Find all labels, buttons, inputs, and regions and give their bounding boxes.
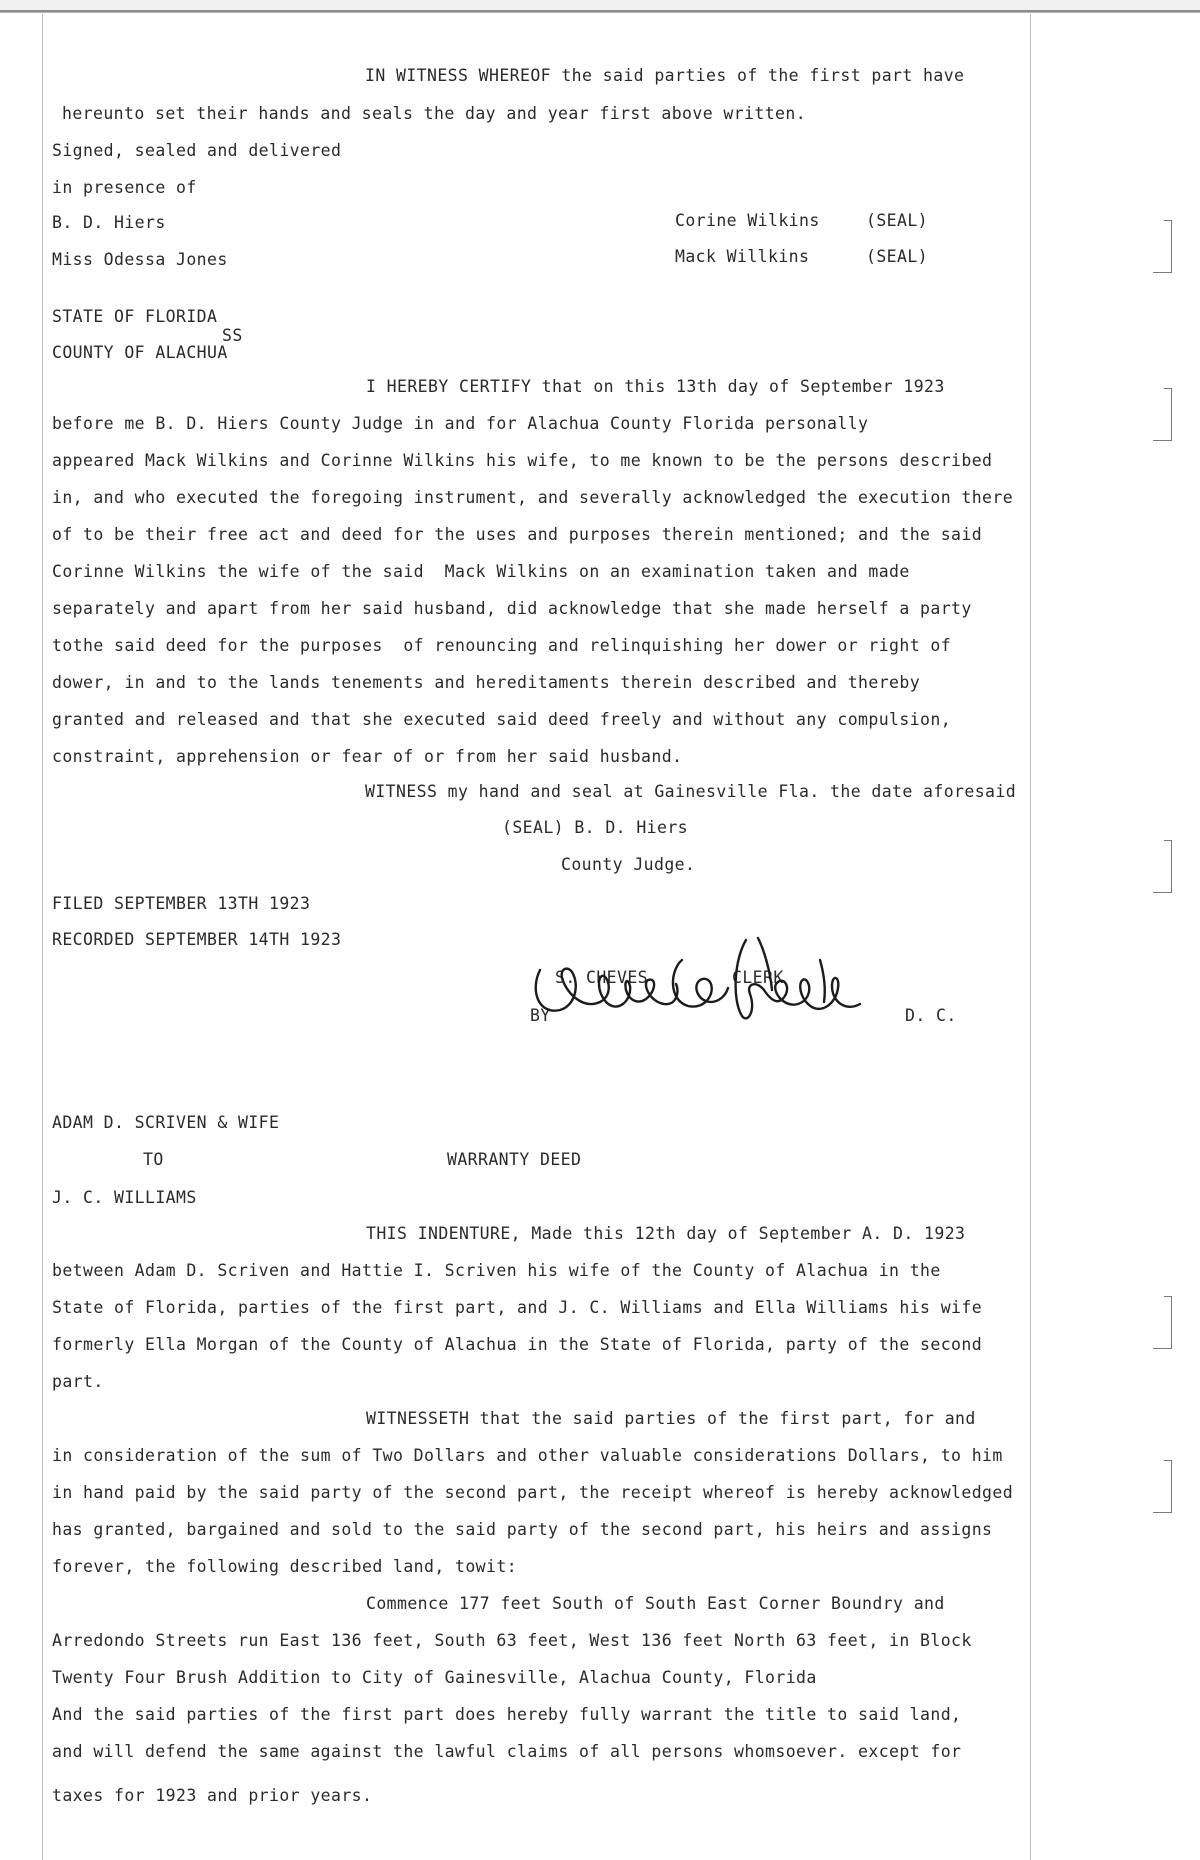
text-line: Commence 177 feet South of South East Corner Boundry and	[366, 1594, 945, 1613]
clerk-title: CLERK	[732, 968, 784, 987]
text-line: in, and who executed the foregoing instrument, and severally acknowledged the execution there	[52, 488, 1014, 507]
clerk-name: S. CHEVES	[555, 968, 649, 987]
binder-ring-mark	[1153, 220, 1172, 273]
text-line: State of Florida, parties of the first part, and J. C. Williams and Ella Williams his wife	[52, 1298, 983, 1317]
recorded-date: RECORDED SEPTEMBER 14TH 1923	[52, 930, 342, 949]
text-line: tothe said deed for the purposes of renouncing and relinquishing her dower or right of	[52, 636, 952, 655]
text-line: in consideration of the sum of Two Dollars and other valuable considerations Dollars, to him	[52, 1446, 1003, 1465]
by-label: BY	[530, 1006, 551, 1025]
witness-name: B. D. Hiers	[52, 213, 166, 232]
text-line: has granted, bargained and sold to the said party of the second part, his heirs and assigns	[52, 1520, 993, 1539]
binder-ring-mark	[1153, 388, 1172, 441]
text-line: And the said parties of the first part does hereby fully warrant the title to said land,	[52, 1705, 962, 1724]
text-line: Corinne Wilkins the wife of the said Mack Wilkins on an examination taken and made	[52, 562, 910, 581]
text-line: WITNESS my hand and seal at Gainesville Fla. the date aforesaid	[365, 782, 1017, 801]
text-line: and will defend the same against the lawful claims of all persons whomsoever. except for	[52, 1742, 962, 1761]
judge-signature-line: (SEAL) B. D. Hiers	[502, 818, 689, 837]
witness-name: Miss Odessa Jones	[52, 250, 228, 269]
to-heading: TO	[143, 1150, 164, 1169]
text-line: forever, the following described land, towit:	[52, 1557, 518, 1576]
page-top-border	[0, 0, 1200, 12]
text-line: separately and apart from her said husband, did acknowledge that she made herself a party	[52, 599, 972, 618]
text-line: constraint, apprehension or fear of or from her said husband.	[52, 747, 683, 766]
text-line: before me B. D. Hiers County Judge in and for Alachua County Florida personally	[52, 414, 869, 433]
binder-ring-mark	[1153, 840, 1172, 893]
text-line: Arredondo Streets run East 136 feet, South 63 feet, West 136 feet North 63 feet, in Block	[52, 1631, 972, 1650]
seal-mark: (SEAL)	[866, 247, 929, 266]
binder-ring-mark	[1153, 1460, 1172, 1513]
text-line: between Adam D. Scriven and Hattie I. Scriven his wife of the County of Alachua in the	[52, 1261, 941, 1280]
text-line: Twenty Four Brush Addition to City of Gainesville, Alachua County, Florida	[52, 1668, 817, 1687]
text-line: taxes for 1923 and prior years.	[52, 1786, 373, 1805]
text-line: Signed, sealed and delivered	[52, 141, 342, 160]
text-line: THIS INDENTURE, Made this 12th day of September A. D. 1923	[366, 1224, 966, 1243]
page-top-rule	[0, 12, 1200, 13]
grantor-heading: ADAM D. SCRIVEN & WIFE	[52, 1113, 280, 1132]
text-line: IN WITNESS WHEREOF the said parties of the first part have	[365, 66, 965, 85]
text-line: dower, in and to the lands tenements and hereditaments therein described and thereby	[52, 673, 921, 692]
text-line: I HEREBY CERTIFY that on this 13th day of September 1923	[366, 377, 945, 396]
signatory-name: Mack Willkins	[675, 247, 810, 266]
text-line: formerly Ella Morgan of the County of Alachua in the State of Florida, party of the second	[52, 1335, 983, 1354]
deputy-clerk-label: D. C.	[905, 1006, 957, 1025]
seal-mark: (SEAL)	[866, 211, 929, 230]
venue-ss: SS	[222, 326, 243, 345]
text-line: appeared Mack Wilkins and Corinne Wilkins his wife, to me known to be the persons described	[52, 451, 993, 470]
grantee-heading: J. C. WILLIAMS	[52, 1188, 197, 1207]
signatory-name: Corine Wilkins	[675, 211, 820, 230]
text-line: of to be their free act and deed for the uses and purposes therein mentioned; and the said	[52, 525, 983, 544]
filed-date: FILED SEPTEMBER 13TH 1923	[52, 894, 311, 913]
left-margin-rule	[42, 14, 43, 1860]
deed-type-heading: WARRANTY DEED	[447, 1150, 582, 1169]
venue-state: STATE OF FLORIDA	[52, 307, 218, 326]
venue-county: COUNTY OF ALACHUA	[52, 343, 228, 362]
judge-title: County Judge.	[561, 855, 696, 874]
binder-ring-mark	[1153, 1296, 1172, 1349]
right-margin-rule	[1030, 14, 1031, 1860]
text-line: granted and released and that she executed said deed freely and without any compulsion,	[52, 710, 952, 729]
text-line: in hand paid by the said party of the second part, the receipt whereof is hereby acknowledged	[52, 1483, 1014, 1502]
text-line: WITNESSETH that the said parties of the first part, for and	[366, 1409, 976, 1428]
text-line: in presence of	[52, 178, 197, 197]
text-line: hereunto set their hands and seals the day and year first above written.	[62, 104, 807, 123]
text-line: part.	[52, 1372, 104, 1391]
deputy-clerk-signature	[520, 930, 880, 1050]
